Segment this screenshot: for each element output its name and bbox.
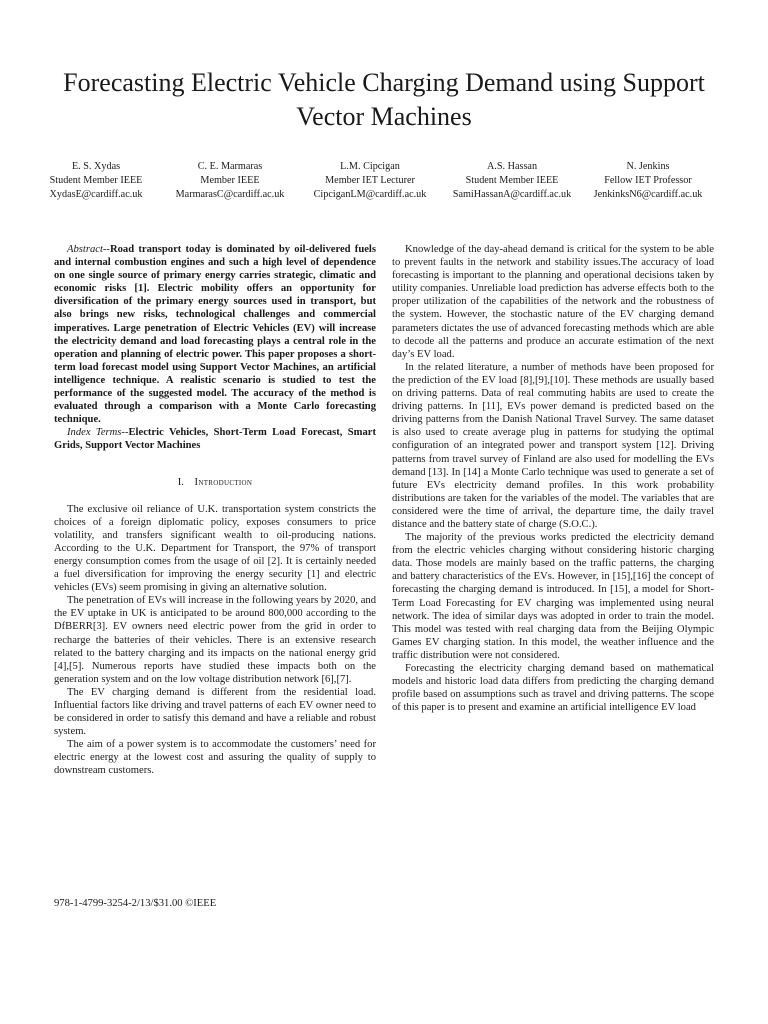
body-paragraph: Forecasting the electricity charging demand based on mathematical models and historic load data differs from predicting the charging demand profile based on assumptions such as travel and driving patterns. The scope of this paper is to present and examine an artificial intelligence EV load — [392, 663, 714, 714]
body-paragraph: The penetration of EVs will increase in the following years by 2020, and the EV uptake in UK is anticipated to be around 800,000 according to the DfBERR[3]. EV owners need electric power from the grid in order to recharge the batteries of their vehicles. There is an extensive research related to the battery charging and its impacts on the national energy grid [4],[5]. Numerous reports have studied these impacts both on the generation system and on the low voltage distribution network [6],[7]. — [54, 595, 376, 685]
index-terms-paragraph — [54, 426, 376, 452]
body-paragraph: Knowledge of the day-ahead demand is critical for the system to be able to prevent faults in the network and stability issues.The accuracy of load forecasting is important to the planning and operational decisions taken by utility companies. Unreliable load prediction has adverse effects both to the proper utilization of the capabilities of the network and the robustness of the system. However, the stochastic nature of the EV charging demand parameters dictates the use of advanced forecasting methods which are able to decode all the patterns and produce an accurate estimation of the next day’s EV load. — [392, 244, 714, 360]
copyright-footer: 978-1-4799-3254-2/13/$31.00 ©IEEE — [54, 898, 217, 909]
author-block — [453, 160, 571, 202]
index-terms-text: Electric Vehicles, Short-Term Load Forecast, Smart Grids, Support Vector Machines — [54, 427, 376, 452]
section-numeral: I. — [177, 476, 184, 488]
index-terms-label: Index Terms — [67, 427, 122, 439]
author-name: N. Jenkins — [626, 161, 670, 172]
author-role: Member IET Lecturer — [325, 175, 415, 186]
section-title: Introduction — [194, 476, 253, 488]
author-role: Member IEEE — [200, 175, 260, 186]
abstract-label: Abstract — [67, 244, 103, 255]
body-paragraph: The EV charging demand is different from the residential load. Influential factors like driving and travel patterns of each EV owner need to be considered in order to satisfy this demand and have a reliable and robust system. — [54, 686, 376, 738]
body-paragraph: The majority of the previous works predicted the electricity demand from the electric vehicles charging without considering historic charging data. Those models are mainly based on the traffic patterns, the charging and battery characteristics of the EVs. However, in [15],[16] the concept of forecasting the charging demand is introduced. In [15], a model for Short-Term Load Forecasting for EV charging was implemented using neural network. The idea of similar days was adopted in order to train the model. This model was tested with real charging data from the Beijing Olympic Games EV charging station. In this model, the weather influence and the traffic distribution were not considered. — [392, 532, 714, 661]
body-paragraph: The aim of a power system is to accommodate the customers’ need for electric energy at the lowest cost and assuring the quality of supply to downstream customers. — [54, 739, 376, 777]
author-email: MarmarasC@cardiff.ac.uk — [175, 189, 285, 200]
author-role: Fellow IET Professor — [604, 175, 692, 186]
right-column — [392, 243, 714, 714]
author-email: JenkinksN6@cardiff.ac.uk — [593, 189, 703, 200]
abstract-paragraph — [54, 243, 376, 426]
body-paragraph: The exclusive oil reliance of U.K. transportation system constricts the choices of a foreign diplomatic policy, exposes consumers to price volatility, and transfers significant wealth to oil-producing nations. According to the U.K. Department for Transport, the 97% of transport energy consumption comes from the usage of oil [2]. It is certainly needed a fuel diversification for improving the energy security [1] and electric vehicles (EVs) seem promising in giving an alternative solution. — [54, 503, 376, 594]
section-heading — [54, 476, 376, 489]
author-email: CipciganLM@cardiff.ac.uk — [313, 189, 427, 200]
author-role: Student Member IEEE — [465, 175, 559, 186]
index-terms-dash: -- — [121, 427, 129, 439]
author-email: SamiHassanA@cardiff.ac.uk — [452, 189, 572, 200]
author-name: C. E. Marmaras — [197, 161, 263, 172]
author-block — [50, 160, 143, 202]
body-paragraph: In the related literature, a number of methods have been proposed for the prediction of the EV load [8],[9],[10]. These methods are usually based on driving patterns. Data of real commuting habits are used to create the driving patterns. In [11], EVs power demand is predicted based on the driving patterns from the Danish National Travel Survey. The same dataset is also used to create average plug in patterns for studying the optimal configuration of an integrated power and transport system [12]. Driving patterns from travel survey of Finland are also used for modelling the EVs demand [13]. In [14] a Monte Carlo technique was used to generate a set of future EVs electricity demand profiles. In this work probability distributions are taken for the variables of the model. The variables that are considered were the time of arrival, the departure time, the daily travel distance and the battery state of charge (S.O.C.). — [392, 361, 714, 530]
author-role: Student Member IEEE — [49, 175, 143, 186]
author-block — [314, 160, 427, 202]
paper-title: Forecasting Electric Vehicle Charging Demand using Support Vector Machines — [63, 68, 705, 131]
author-block — [176, 160, 285, 202]
author-block — [594, 160, 703, 202]
author-name: L.M. Cipcigan — [340, 161, 400, 172]
left-column — [54, 243, 376, 778]
abstract-text: Road transport today is dominated by oil-delivered fuels and internal combustion engines and such a high level of dependence on one single source of primary energy carries strategic, climatic and economic risks [1]. Electric mobility offers an opportunity for diversification of the primary energy sources used in transport, but also brings new risks, technological challenges and commercial imperatives. Large penetration of Electric Vehicles (EV) will increase the electricity demand and load forecasting plays a central role in the operation and planning of electric power. This paper proposes a short-term load forecast model using Support Vector Machines, an artificial intelligence technique. A realistic scenario is studied to test the performance of the suggested model. The accuracy of the method is evaluated through a comparison with a Monte Carlo forecasting technique. — [54, 244, 376, 426]
author-list — [49, 160, 722, 204]
author-name: A.S. Hassan — [486, 161, 538, 172]
author-name: E. S. Xydas — [71, 161, 121, 172]
abstract-dash: -- — [102, 244, 110, 255]
author-email: XydasE@cardiff.ac.uk — [49, 189, 143, 200]
